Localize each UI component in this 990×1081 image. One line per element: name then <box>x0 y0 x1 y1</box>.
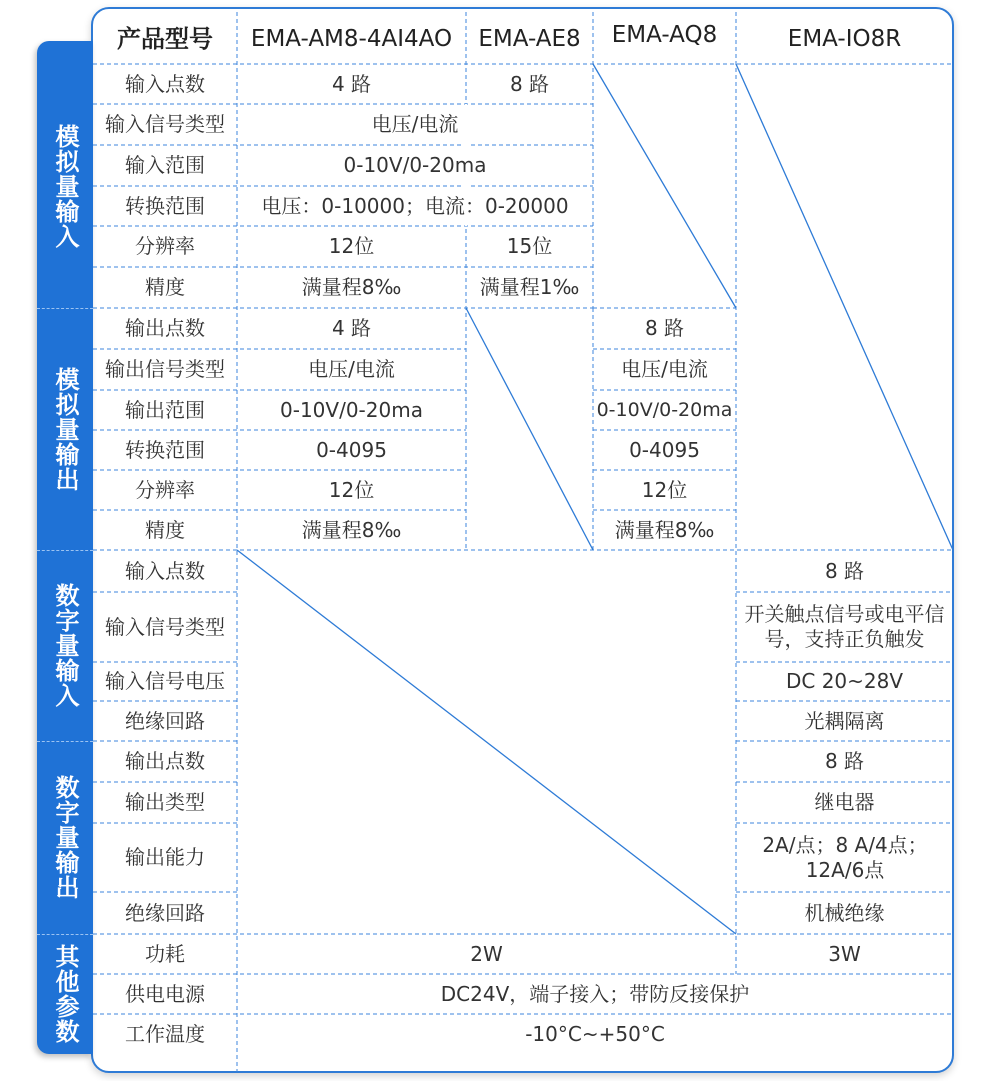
row-label: 输入信号电压 <box>105 669 225 693</box>
cell-di-io8r: 光耦隔离 <box>804 708 885 733</box>
section-label-analog-input: 模拟量输入 <box>51 123 79 249</box>
header-model-aq8: EMA-AQ8 <box>611 21 718 48</box>
row-label: 输出点数 <box>125 316 205 340</box>
row-label: 输入点数 <box>125 71 205 96</box>
cell-ai-resolution-am8: 12位 <box>328 234 375 258</box>
cell-ai-conversion: 电压：0-10000；电流：0-20000 <box>261 193 569 218</box>
row-label: 输入信号类型 <box>105 614 225 639</box>
cell-power-left: 2W <box>470 941 503 966</box>
header-model-am8: EMA-AM8-4AI4AO <box>250 25 453 52</box>
section-label-digital-output: 数字量输出 <box>51 775 79 900</box>
row-label: 供电电源 <box>125 981 205 1006</box>
cell-di-io8r: 开关触点信号或电平信号，支持正负触发 <box>744 602 945 651</box>
cell-power-right: 3W <box>828 941 861 966</box>
cell-ai-points-ae8: 8 路 <box>509 71 550 96</box>
cell-do-io8r: 2A/点；8 A/4点；12A/6点 <box>762 832 928 882</box>
header-model-io8r: EMA-IO8R <box>787 25 902 52</box>
row-label: 输出能力 <box>125 845 205 869</box>
cell-ai-points-am8: 4 路 <box>331 71 372 96</box>
cell-do-io8r: 机械绝缘 <box>804 900 885 925</box>
cell-ai-resolution-ae8: 15位 <box>506 234 553 258</box>
cell-do-io8r: 继电器 <box>814 790 875 814</box>
header-row-label: 产品型号 <box>117 24 213 53</box>
row-label: 转换范围 <box>125 437 205 462</box>
cell-ao-aq8: 12位 <box>641 477 688 502</box>
cell-ai-accuracy-am8: 满量程8‰ <box>301 275 402 299</box>
cell-ao-am8: 0-4095 <box>316 437 387 462</box>
cell-ai-accuracy-ae8: 满量程1‰ <box>479 275 580 299</box>
cell-do-io8r: 8 路 <box>824 749 865 773</box>
row-label: 绝缘回路 <box>125 708 205 733</box>
row-label: 分辨率 <box>135 234 195 258</box>
cell-ao-aq8: 满量程8‰ <box>614 517 715 542</box>
row-label: 分辨率 <box>135 477 195 502</box>
cell-ao-aq8: 电压/电流 <box>621 357 708 381</box>
row-label: 输出信号类型 <box>105 357 225 381</box>
cell-ao-aq8: 0-10V/0-20ma <box>596 398 733 421</box>
cell-ai-range: 0-10V/0-20ma <box>343 153 487 177</box>
row-label: 输出类型 <box>125 790 205 814</box>
cell-di-io8r: 8 路 <box>824 558 865 583</box>
row-label: 转换范围 <box>125 193 205 218</box>
row-label: 精度 <box>145 275 185 299</box>
row-label: 输出点数 <box>125 749 205 773</box>
header-model-ae8: EMA-AE8 <box>478 25 581 52</box>
cell-ao-am8: 12位 <box>328 477 375 502</box>
row-label: 绝缘回路 <box>125 900 205 925</box>
cell-ao-aq8: 8 路 <box>644 316 685 340</box>
section-label-digital-input: 数字量输入 <box>51 583 79 708</box>
row-label: 工作温度 <box>125 1021 205 1046</box>
section-label-other: 其他参数 <box>51 944 79 1044</box>
cell-ao-am8: 4 路 <box>331 316 372 340</box>
cell-ao-am8: 满量程8‰ <box>301 517 402 542</box>
row-label: 输入范围 <box>125 153 205 177</box>
cell-ao-aq8: 0-4095 <box>629 437 700 462</box>
cell-temperature: -10°C~+50°C <box>525 1021 665 1046</box>
row-label: 精度 <box>145 517 185 542</box>
row-label: 输入信号类型 <box>105 112 225 136</box>
cell-power-supply: DC24V，端子接入；带防反接保护 <box>440 981 750 1006</box>
cell-ao-am8: 0-10V/0-20ma <box>280 397 423 422</box>
row-label: 功耗 <box>145 941 185 966</box>
cell-ai-signal-type: 电压/电流 <box>371 112 459 136</box>
row-label: 输入点数 <box>125 558 205 583</box>
cell-ao-am8: 电压/电流 <box>308 357 395 381</box>
row-label: 输出范围 <box>125 397 205 422</box>
cell-di-io8r: DC 20~28V <box>785 669 904 693</box>
section-label-analog-output: 模拟量输出 <box>51 366 79 492</box>
